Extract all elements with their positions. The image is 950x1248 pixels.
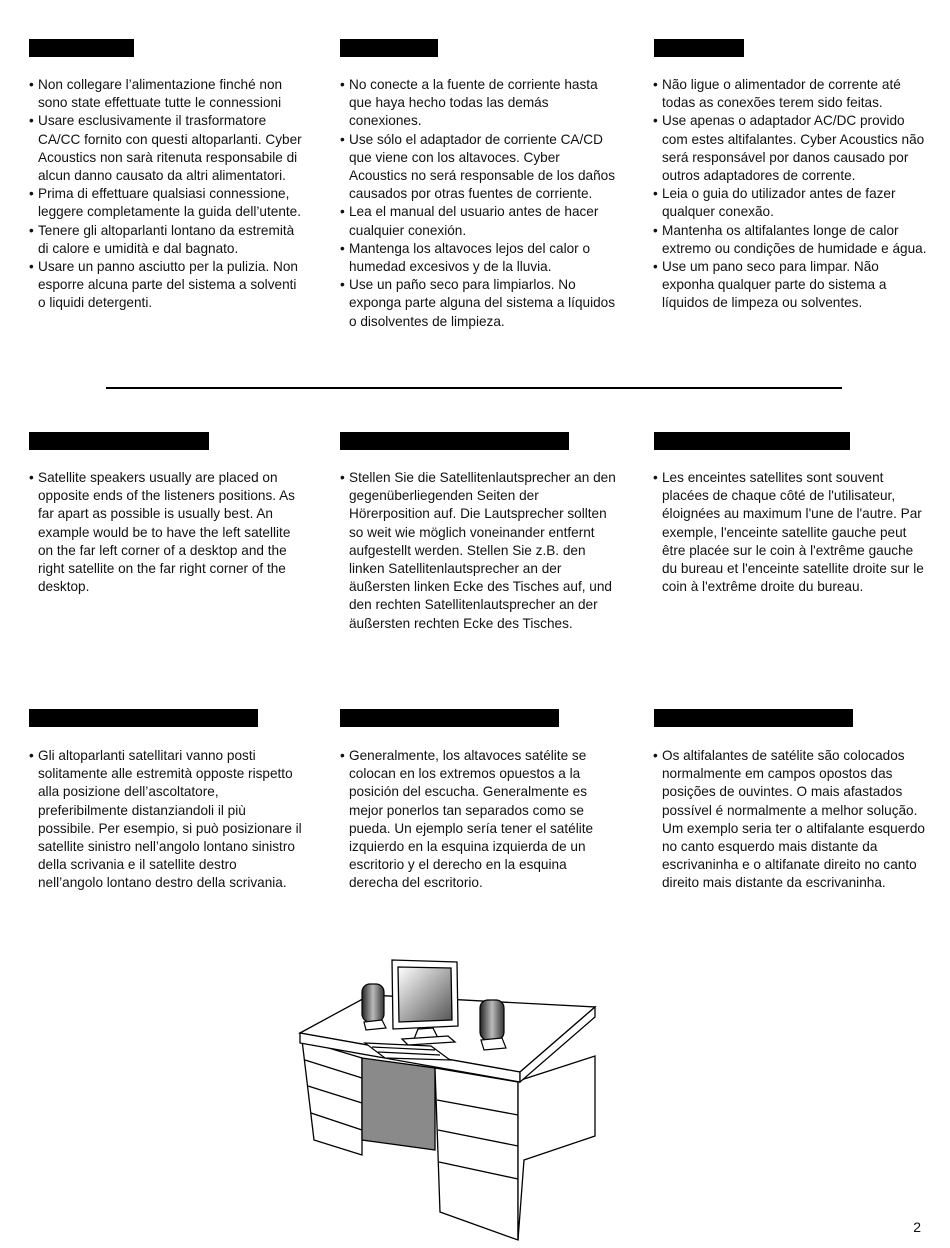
heading-bar-placement-en — [29, 432, 209, 450]
heading-bar-placement-fr — [654, 432, 850, 450]
safety-list-it — [29, 76, 304, 313]
bullet-item: • Generalmente, los altavoces satélite se colocan en los extremos opuestos a la posición del escucha. Generalmente es mejor ponerlos tan separados como se pueda. Un ejemplo sería tener el satélite izquierdo en la esquina izquierda de un escritorio y el derecho en la esquina derecha del escritorio. — [340, 747, 615, 893]
bullet-item: • Use um pano seco para limpar. Não exponha qualquer parte do sistema a líquidos de limpeza ou solventes. — [653, 258, 933, 313]
bullet-item: • Os altifalantes de satélite são colocados normalmente em campos opostos das posições de ouvintes. O mais afastados possível é normalmente a melhor solução. Um exemplo seria ter o altifalante esquerdo no canto esquerdo mais distante da escrivaninha e o altifanate direito no canto direito mais distante da escrivaninha. — [653, 747, 931, 893]
bullet-item: • Non collegare l’alimentazione finché non sono state effettuate tutte le connessioni — [29, 76, 304, 112]
bullet-item: • Satellite speakers usually are placed on opposite ends of the listeners positions. As far apart as possible is usually best. An example would be to have the left satellite on the far left corner of a desktop and the right satellite on the far right corner of the desktop. — [29, 469, 304, 596]
heading-bar-safety-it — [29, 39, 134, 57]
right-speaker — [480, 1000, 506, 1050]
heading-bar-placement-de — [340, 432, 569, 450]
heading-bar-safety-pt — [654, 39, 744, 57]
bullet-item: • Leia o guia do utilizador antes de fazer qualquer conexão. — [653, 185, 933, 221]
bullet-item: • Les enceintes satellites sont souvent placées de chaque côté de l'utilisateur, éloignées au maximum l'une de l'autre. Par exemple, l'enceinte satellite gauche peut être placée sur le coin à l'extrême gauche du bureau et l'enceinte satellite droite sur le coin à l'extrême droite du bureau. — [653, 469, 925, 596]
placement-list-fr — [653, 469, 925, 596]
bullet-item: • Use un paño seco para limpiarlos. No exponga parte alguna del sistema a líquidos o disolventes de limpieza. — [340, 276, 618, 331]
right-pedestal — [435, 1068, 518, 1240]
bullet-item: • Mantenga los altavoces lejos del calor o humedad excesivos y de la lluvia. — [340, 240, 618, 276]
bullet-item: • Stellen Sie die Satellitenlautsprecher an den gegenüberliegenden Seiten der Hörerposition auf. Die Lautsprecher sollten so weit wie möglich voneinander entfernt aufgestellt werden. Stellen Sie z.B. den linken Satellitenlautsprecher an der äußersten linken Ecke des Tisches auf, und den rechten Satellitenlautsprecher an der äußersten rechten Ecke des Tisches. — [340, 469, 618, 633]
bullet-item: • Não ligue o alimentador de corrente até todas as conexões terem sido feitas. — [653, 76, 933, 112]
section-divider — [106, 387, 842, 389]
desk-end-panel — [518, 1056, 595, 1240]
bullet-item: • Use apenas o adaptador AC/DC provido com estes altifalantes. Cyber Acoustics não será responsável por danos causado por outros adaptadores de corrente. — [653, 112, 933, 185]
bullet-item: • Gli altoparlanti satellitari vanno posti solitamente alle estremità opposte rispetto alla posizione dell’ascoltatore, preferibilmente distanziandoli il più possibile. Per esempio, si può posizionare il satellite sinistro nell’angolo lontano sinistro della scrivania e il satellite destro nell’angolo lontano destro della scrivania. — [29, 747, 304, 893]
bullet-item: • Usare esclusivamente il trasformatore CA/CC fornito con questi altoparlanti. Cyber Acoustics non sarà ritenuta responsabile di alcun danno causato da altri alimentatori. — [29, 112, 304, 185]
placement-list-en — [29, 469, 304, 596]
left-speaker — [362, 984, 386, 1030]
desk — [300, 995, 595, 1240]
heading-bar-placement-it — [29, 709, 258, 727]
bullet-item: • Usare un panno asciutto per la pulizia. Non esporre alcuna parte del sistema a solventi o liquidi detergenti. — [29, 258, 304, 313]
placement-list-de — [340, 469, 618, 633]
bullet-item: • Tenere gli altoparlanti lontano da estremità di calore e umidità e dal bagnato. — [29, 222, 304, 258]
safety-list-pt — [653, 76, 933, 313]
bullet-item: • Use sólo el adaptador de corriente CA/CD que viene con los altavoces. Cyber Acoustics no será responsable de los daños causados por otras fuentes de corriente. — [340, 131, 618, 204]
placement-list-es — [340, 747, 615, 893]
heading-bar-placement-es — [340, 709, 559, 727]
bullet-item: • No conecte a la fuente de corriente hasta que haya hecho todas las demás conexiones. — [340, 76, 618, 131]
safety-list-es — [340, 76, 618, 331]
bullet-item: • Mantenha os altifalantes longe de calor extremo ou condições de humidade e água. — [653, 222, 933, 258]
bullet-item: • Prima di effettuare qualsiasi connessione, leggere completamente la guida dell’utente. — [29, 185, 304, 221]
left-pedestal — [302, 1040, 362, 1155]
heading-bar-safety-es — [340, 39, 438, 57]
bullet-item: • Lea el manual del usuario antes de hacer cualquier conexión. — [340, 203, 618, 239]
placement-list-pt — [653, 747, 931, 893]
placement-list-it — [29, 747, 304, 893]
page-number: 2 — [913, 1219, 921, 1235]
modesty-panel — [362, 1058, 435, 1150]
desk-illustration — [290, 950, 610, 1245]
heading-bar-placement-pt — [654, 709, 853, 727]
